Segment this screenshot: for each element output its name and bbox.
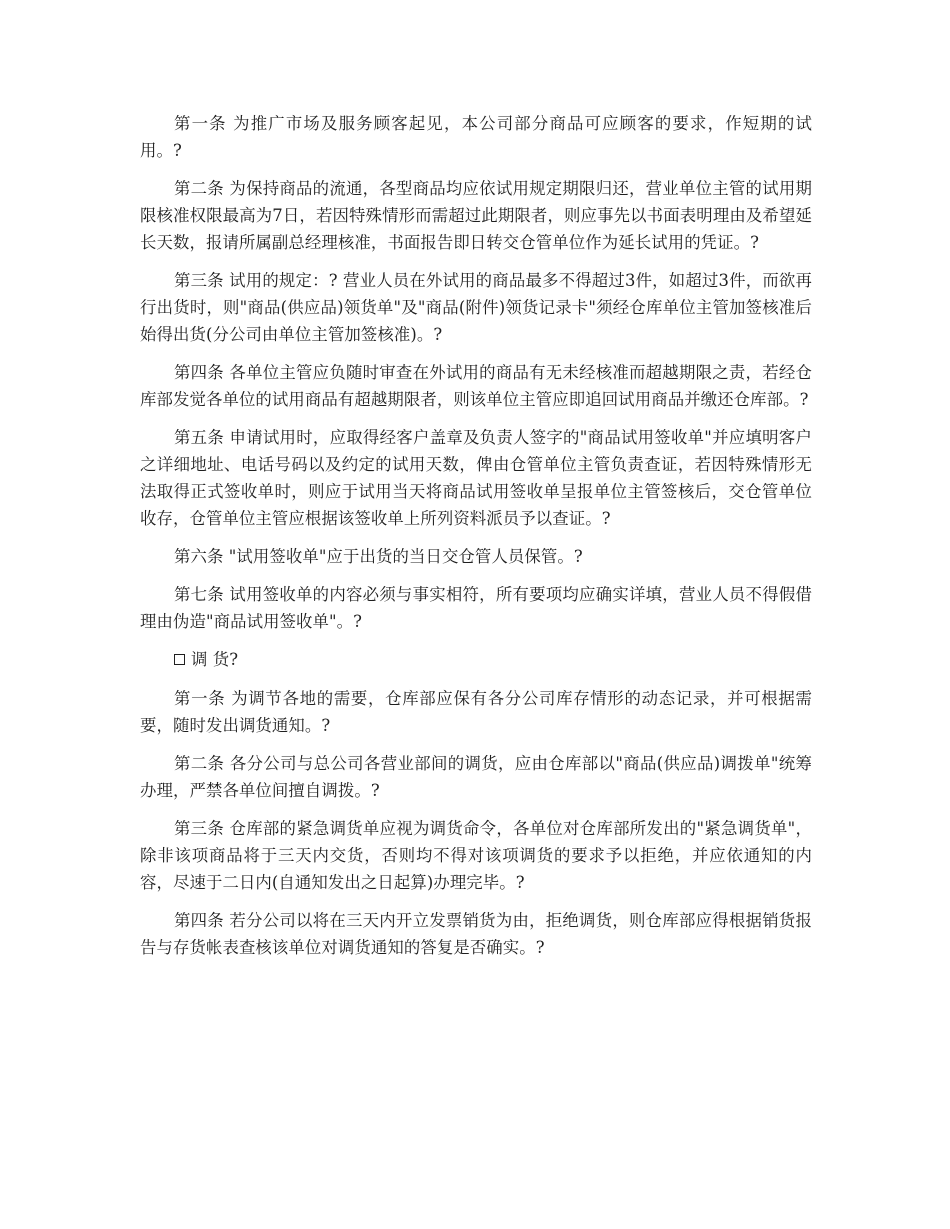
article-5: 第五条 申请试用时，应取得经客户盖章及负责人签字的"商品试用签收单"并应填明客户之详细地址、电话号码以及约定的试用天数，俾由仓管单位主管负责查证，若因特殊情形无法取得正式签收单时，则应于试用当天将商品试用签收单呈报单位主管签核后，交仓管单位收存，仓管单位主管应根据该签收单上所列资料派员予以查证。? [140,428,812,528]
section-heading-text: 调 货? [191,650,239,669]
document-body [140,110,812,972]
section-heading [140,646,812,673]
checkbox-bullet-icon [174,654,185,665]
article-1: 第一条 为推广市场及服务顾客起见，本公司部分商品可应顾客的要求，作短期的试用。? [140,114,812,160]
transfer-article-1: 第一条 为调节各地的需要，仓库部应保有各分公司库存情形的动态记录，并可根据需要，随时发出调货通知。? [140,689,812,735]
article-4: 第四条 各单位主管应负随时审查在外试用的商品有无未经核准而超越期限之责，若经仓库部发觉各单位的试用商品有超越期限者，则该单位主管应即追回试用商品并缴还仓库部。? [140,363,812,409]
article-6: 第六条 "试用签收单"应于出货的当日交仓管人员保管。? [174,547,583,566]
article-7: 第七条 试用签收单的内容必须与事实相符，所有要项均应确实详填，营业人员不得假借理由伪造"商品试用签收单"。? [140,585,812,631]
article-2: 第二条 为保持商品的流通，各型商品均应依试用规定期限归还，营业单位主管的试用期限核准权限最高为7日，若因特殊情形而需超过此期限者，则应事先以书面表明理由及希望延长天数，报请所属副总经理核准，书面报告即日转交仓管单位作为延长试用的凭证。? [140,179,812,252]
transfer-article-4: 第四条 若分公司以将在三天内开立发票销货为由，拒绝调货，则仓库部应得根据销货报告与存货帐表查核该单位对调货通知的答复是否确实。? [140,911,812,957]
article-3: 第三条 试用的规定：? 营业人员在外试用的商品最多不得超过3件，如超过3件，而欲再行出货时，则"商品(供应品)领货单"及"商品(附件)领货记录卡"须经仓库单位主管加签核准后始得出货(分公司由单位主管加签核准)。? [140,271,812,344]
transfer-article-2: 第二条 各分公司与总公司各营业部间的调货，应由仓库部以"商品(供应品)调拨单"统筹办理，严禁各单位间擅自调拨。? [140,754,812,800]
transfer-article-3: 第三条 仓库部的紧急调货单应视为调货命令，各单位对仓库部所发出的"紧急调货单"，除非该项商品将于三天内交货，否则均不得对该项调货的要求予以拒绝，并应依通知的内容，尽速于二日内(自通知发出之日起算)办理完毕。? [140,819,812,892]
